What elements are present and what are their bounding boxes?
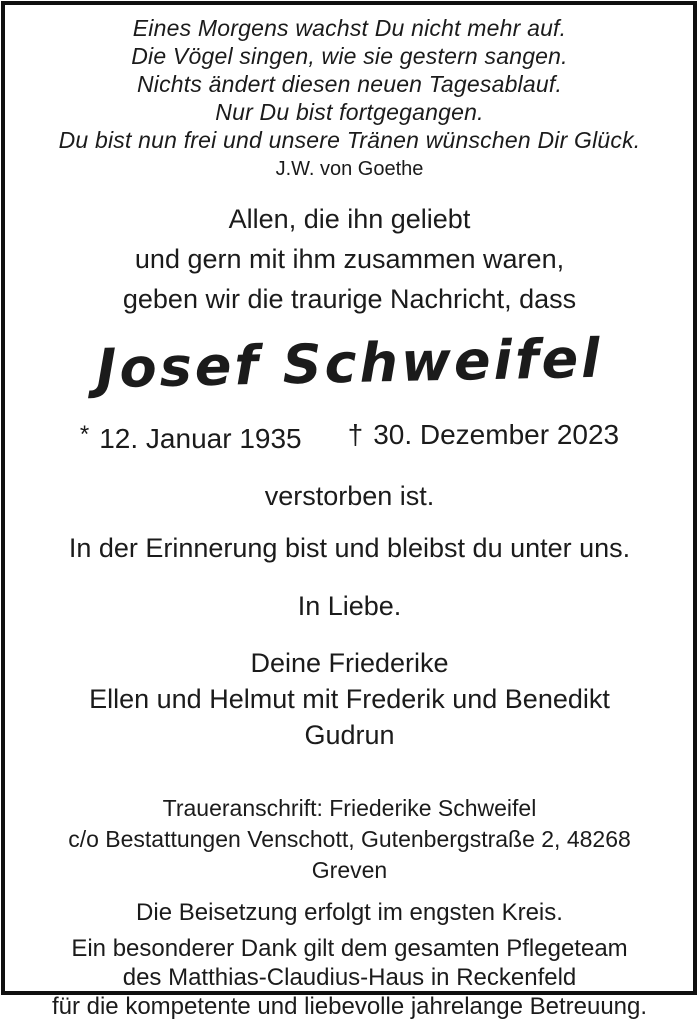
mourners-block [28,645,671,753]
thanks-line: Ein besonderer Dank gilt dem gesamten Pflegeteam [71,935,628,962]
passed-line: verstorben ist. [264,481,435,511]
love-line: In Liebe. [297,591,402,621]
born-star-symbol: * [79,421,90,448]
poem-line: Nur Du bist fortgegangen. [215,99,484,125]
death-cross-symbol: † [347,419,364,450]
poem-block [28,14,671,154]
life-dates [28,417,671,457]
intro-block [28,199,671,319]
thanks-block [28,934,671,1021]
poem-attribution: J.W. von Goethe [275,158,424,180]
remembrance-line: In der Erinnerung bist und bleibst du unter uns. [68,533,631,563]
poem-line: Die Vögel singen, wie sie gestern sangen. [131,43,568,69]
birth-date-item [80,417,302,457]
mourning-address-block [28,793,671,886]
poem-line: Du bist nun frei und unsere Tränen wünschen Dir Glück. [58,127,641,153]
deceased-name: Josef Schweifel [95,326,604,401]
mourning-address-line: c/o Bestattungen Venschott, Gutenbergstraße 2, 48268 Greven [68,826,631,883]
funeral-note: Die Beisetzung erfolgt im engsten Kreis. [136,899,563,926]
mourner-line: Gudrun [304,720,395,750]
mourning-address-line: Traueranschrift: Friederike Schweifel [162,795,537,821]
thanks-line: für die kompetente und liebevolle jahrelange Betreuung. [51,993,648,1020]
thanks-line: des Matthias-Claudius-Haus in Reckenfeld [122,964,577,991]
poem-line: Eines Morgens wachst Du nicht mehr auf. [132,15,567,41]
birth-date: 12. Januar 1935 [99,423,302,454]
intro-line: Allen, die ihn geliebt [228,204,471,234]
intro-line: und gern mit ihm zusammen waren, [134,244,565,274]
mourner-line: Deine Friederike [250,648,449,678]
death-date: 30. Dezember 2023 [373,419,620,450]
mourner-line: Ellen und Helmut mit Frederik und Benedikt [89,684,610,714]
death-date-item [348,417,620,457]
poem-line: Nichts ändert diesen neuen Tagesablauf. [136,71,563,97]
intro-line: geben wir die traurige Nachricht, dass [122,284,577,314]
